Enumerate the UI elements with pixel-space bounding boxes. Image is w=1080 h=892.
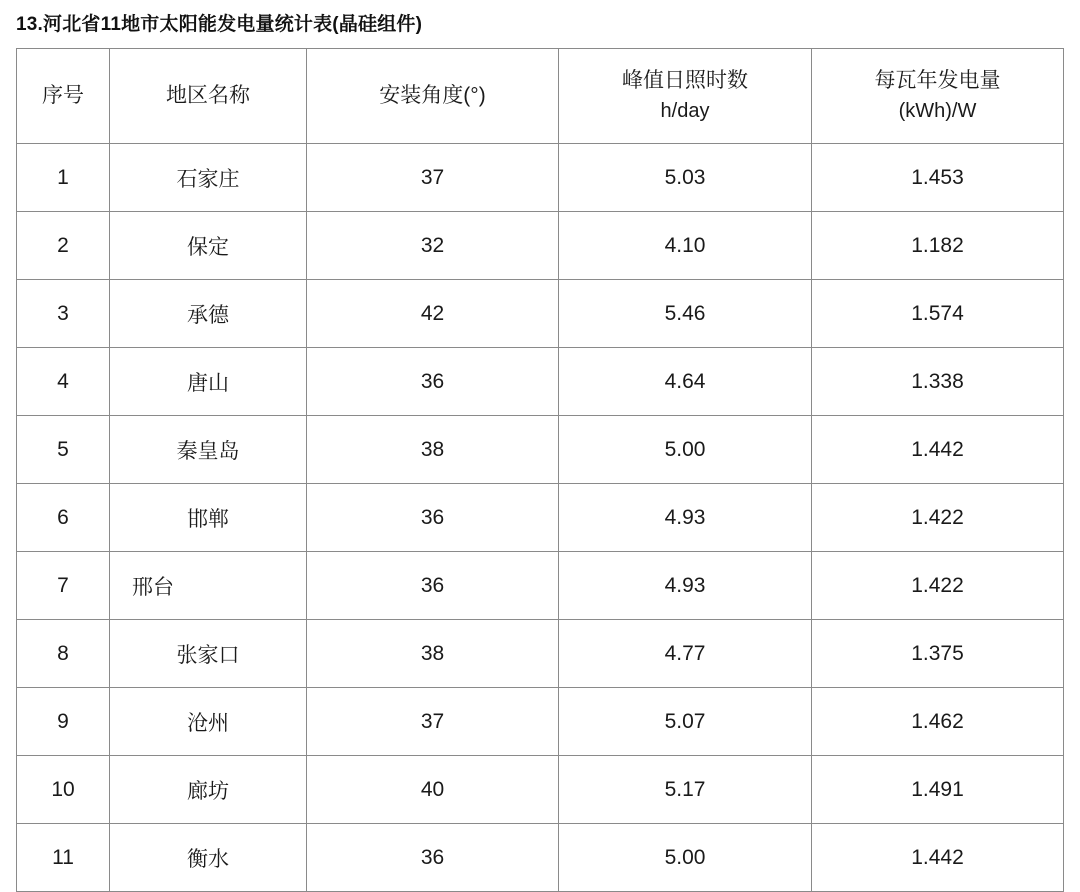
cell-angle: 36 xyxy=(307,348,559,416)
cell-angle: 38 xyxy=(307,620,559,688)
cell-yearly-output: 1.422 xyxy=(812,484,1064,552)
column-header-angle xyxy=(307,49,559,144)
table-row xyxy=(17,416,1064,484)
cell-region: 保定 xyxy=(110,212,307,280)
cell-peak-hours: 4.64 xyxy=(559,348,812,416)
cell-peak-hours: 4.77 xyxy=(559,620,812,688)
cell-angle: 38 xyxy=(307,416,559,484)
cell-angle: 37 xyxy=(307,144,559,212)
column-header-yearly-output-unit: (kWh)/W xyxy=(898,100,977,122)
cell-peak-hours: 5.46 xyxy=(559,280,812,348)
cell-peak-hours: 4.93 xyxy=(559,484,812,552)
cell-peak-hours: 4.10 xyxy=(559,212,812,280)
table-row xyxy=(17,688,1064,756)
cell-yearly-output: 1.491 xyxy=(812,756,1064,824)
cell-region: 石家庄 xyxy=(110,144,307,212)
cell-yearly-output: 1.375 xyxy=(812,620,1064,688)
cell-index: 2 xyxy=(17,212,110,280)
cell-index: 6 xyxy=(17,484,110,552)
cell-yearly-output: 1.422 xyxy=(812,552,1064,620)
table-header xyxy=(17,49,1064,144)
cell-index: 9 xyxy=(17,688,110,756)
cell-yearly-output: 1.442 xyxy=(812,416,1064,484)
column-header-index xyxy=(17,49,110,144)
column-header-peak-hours-label: 峰值日照时数 xyxy=(622,69,748,92)
table-row xyxy=(17,756,1064,824)
cell-yearly-output: 1.442 xyxy=(812,824,1064,892)
cell-region: 邯郸 xyxy=(110,484,307,552)
cell-yearly-output: 1.453 xyxy=(812,144,1064,212)
column-header-peak-hours-unit: h/day xyxy=(660,100,710,122)
cell-angle: 36 xyxy=(307,824,559,892)
solar-generation-table xyxy=(16,48,1064,892)
cell-peak-hours: 5.03 xyxy=(559,144,812,212)
table-row xyxy=(17,212,1064,280)
cell-yearly-output: 1.574 xyxy=(812,280,1064,348)
cell-index: 11 xyxy=(17,824,110,892)
table-row xyxy=(17,552,1064,620)
cell-region: 廊坊 xyxy=(110,756,307,824)
table-row xyxy=(17,144,1064,212)
cell-peak-hours: 5.00 xyxy=(559,416,812,484)
table-row xyxy=(17,280,1064,348)
cell-index: 3 xyxy=(17,280,110,348)
table-header-row xyxy=(17,49,1064,144)
table-row xyxy=(17,824,1064,892)
table-body xyxy=(17,144,1064,892)
table-row xyxy=(17,620,1064,688)
page-title: 13.河北省11地市太阳能发电量统计表(晶硅组件) xyxy=(16,14,423,35)
cell-index: 8 xyxy=(17,620,110,688)
column-header-yearly-output-label: 每瓦年发电量 xyxy=(874,69,1001,92)
column-header-region-label: 地区名称 xyxy=(166,84,250,107)
cell-yearly-output: 1.338 xyxy=(812,348,1064,416)
table-row xyxy=(17,484,1064,552)
column-header-yearly-output xyxy=(812,49,1064,144)
cell-angle: 40 xyxy=(307,756,559,824)
cell-peak-hours: 5.17 xyxy=(559,756,812,824)
cell-angle: 36 xyxy=(307,484,559,552)
cell-index: 7 xyxy=(17,552,110,620)
cell-peak-hours: 4.93 xyxy=(559,552,812,620)
cell-angle: 37 xyxy=(307,688,559,756)
column-header-angle-label: 安装角度(°) xyxy=(379,84,486,107)
cell-index: 4 xyxy=(17,348,110,416)
cell-yearly-output: 1.462 xyxy=(812,688,1064,756)
column-header-index-label: 序号 xyxy=(42,84,84,107)
cell-yearly-output: 1.182 xyxy=(812,212,1064,280)
cell-region: 张家口 xyxy=(110,620,307,688)
cell-angle: 32 xyxy=(307,212,559,280)
cell-region: 衡水 xyxy=(110,824,307,892)
column-header-region xyxy=(110,49,307,144)
column-header-peak-hours xyxy=(559,49,812,144)
cell-index: 5 xyxy=(17,416,110,484)
cell-region: 沧州 xyxy=(110,688,307,756)
cell-region: 邢台 xyxy=(110,552,307,620)
cell-region: 秦皇岛 xyxy=(110,416,307,484)
cell-peak-hours: 5.07 xyxy=(559,688,812,756)
cell-region: 承德 xyxy=(110,280,307,348)
cell-index: 10 xyxy=(17,756,110,824)
cell-peak-hours: 5.00 xyxy=(559,824,812,892)
cell-angle: 42 xyxy=(307,280,559,348)
cell-angle: 36 xyxy=(307,552,559,620)
cell-region: 唐山 xyxy=(110,348,307,416)
cell-index: 1 xyxy=(17,144,110,212)
table-row xyxy=(17,348,1064,416)
